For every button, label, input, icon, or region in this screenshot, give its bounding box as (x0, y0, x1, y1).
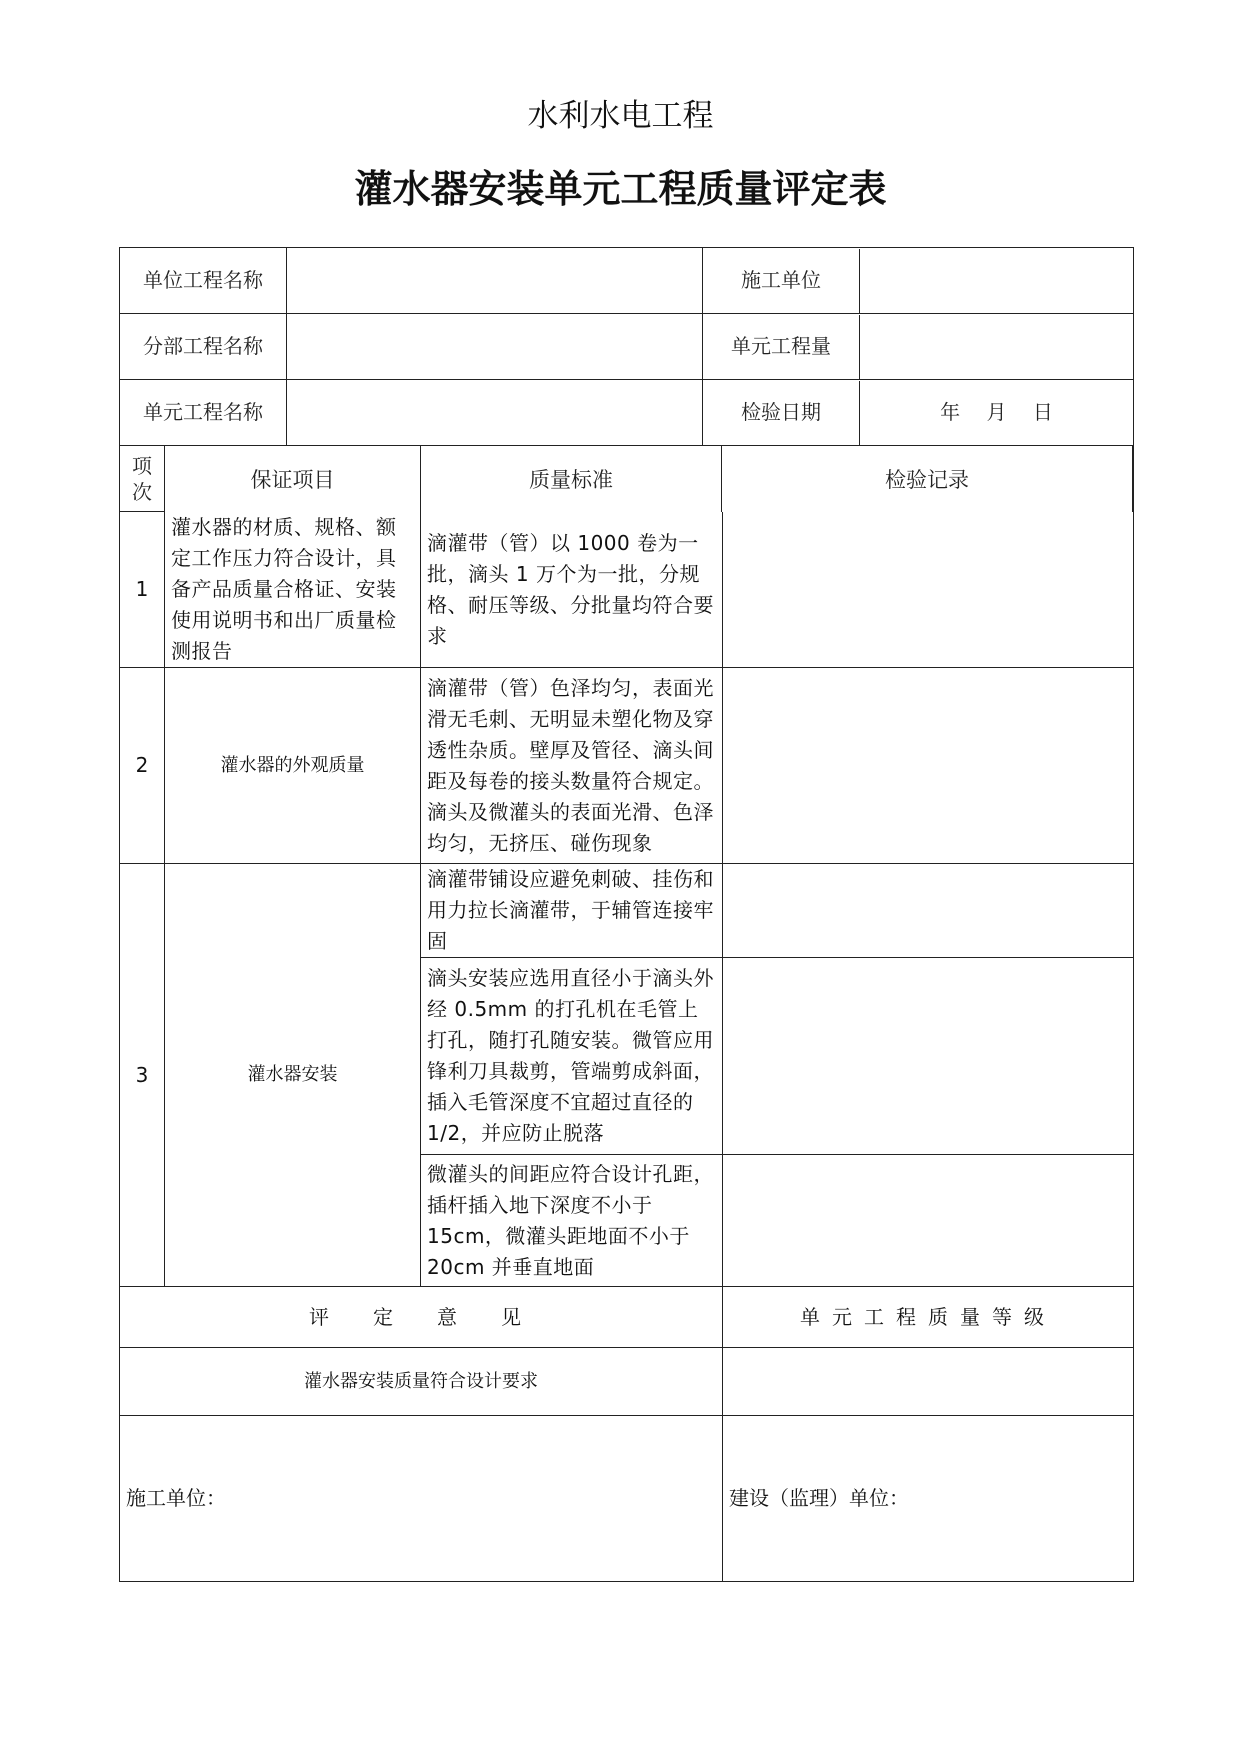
item-3-standard-1: 滴灌带铺设应避免刺破、挂伤和用力拉长滴灌带，于辅管连接牢固 (421, 864, 723, 958)
item-1-description: 灌水器的材质、规格、额定工作压力符合设计，具备产品质量合格证、安装使用说明书和出厂质量检测报告 (165, 512, 421, 668)
grade-value[interactable] (723, 1348, 1134, 1416)
document-title: 灌水器安装单元工程质量评定表 (354, 166, 887, 211)
item-2-record[interactable] (723, 668, 1134, 864)
item-1-record[interactable] (723, 512, 1134, 668)
quantity-value[interactable] (860, 315, 1133, 379)
item-1-standard: 滴灌带（管）以 1000 卷为一批，滴头 1 万个为一批，分规格、耐压等级、分批量均符合要求 (421, 512, 723, 668)
item-2-standard: 滴灌带（管）色泽均匀，表面光滑无毛刺、无明显未塑化物及穿透性杂质。壁厚及管径、滴头间距及每卷的接头数量符合规定。滴头及微灌头的表面光滑、色泽均匀，无挤压、碰伤现象 (421, 668, 723, 864)
col-record-header: 检验记录 (722, 446, 1133, 512)
col-index-header: 项次 (120, 446, 165, 512)
info-row-unit-project (120, 248, 1134, 314)
col-item-header-overlay: 保证项目 (164, 446, 420, 512)
info-row-element (120, 380, 1134, 446)
document-subtitle: 水利水电工程 (527, 98, 714, 134)
item-3-standard-3: 微灌头的间距应符合设计孔距，插杆插入地下深度不小于 15cm，微灌头距地面不小于 20cm 并垂直地面 (421, 1155, 723, 1287)
item-row-1 (120, 512, 1134, 668)
division-value[interactable] (287, 314, 703, 380)
item-row-2 (120, 668, 1134, 864)
item-2-description: 灌水器的外观质量 (165, 668, 421, 864)
opinion-label: 评 定 意 见 (120, 1287, 723, 1348)
unit-project-value[interactable] (287, 248, 703, 314)
unit-project-label: 单位工程名称 (120, 248, 287, 314)
evaluation-value-row (120, 1348, 1134, 1416)
supervisor-signature[interactable]: 建设（监理）单位： (723, 1416, 1134, 1582)
signature-row (120, 1416, 1134, 1582)
items-table (119, 511, 1134, 1582)
evaluation-header-row (120, 1287, 1134, 1348)
date-value[interactable]: 年 月 日 (940, 400, 1053, 424)
item-1-index: 1 (120, 512, 165, 668)
contractor-label: 施工单位 (703, 249, 860, 313)
item-row-3a (120, 864, 1134, 958)
item-3-description: 灌水器安装 (165, 864, 421, 1287)
item-3-record-2[interactable] (723, 958, 1134, 1155)
contractor-signature[interactable]: 施工单位： (120, 1416, 723, 1582)
item-3-standard-2: 滴头安装应选用直径小于滴头外经 0.5mm 的打孔机在毛管上打孔，随打孔随安装。微管应用锋利刀具裁剪，管端剪成斜面，插入毛管深度不宜超过直径的 1/2，并应防止脱落 (421, 958, 723, 1155)
element-label: 单元工程名称 (120, 380, 287, 446)
division-label: 分部工程名称 (120, 314, 287, 380)
item-3-index: 3 (120, 864, 165, 1287)
date-label: 检验日期 (703, 381, 860, 445)
quantity-label: 单元工程量 (703, 315, 860, 379)
opinion-value: 灌水器安装质量符合设计要求 (120, 1348, 723, 1416)
grade-label: 单元工程质量等级 (723, 1287, 1134, 1348)
item-2-index: 2 (120, 668, 165, 864)
item-3-record-3[interactable] (723, 1155, 1134, 1287)
contractor-value[interactable] (860, 249, 1133, 313)
info-row-division (120, 314, 1134, 380)
item-3-record-1[interactable] (723, 864, 1134, 958)
col-standard-header: 质量标准 (420, 446, 722, 512)
element-value[interactable] (287, 380, 703, 446)
